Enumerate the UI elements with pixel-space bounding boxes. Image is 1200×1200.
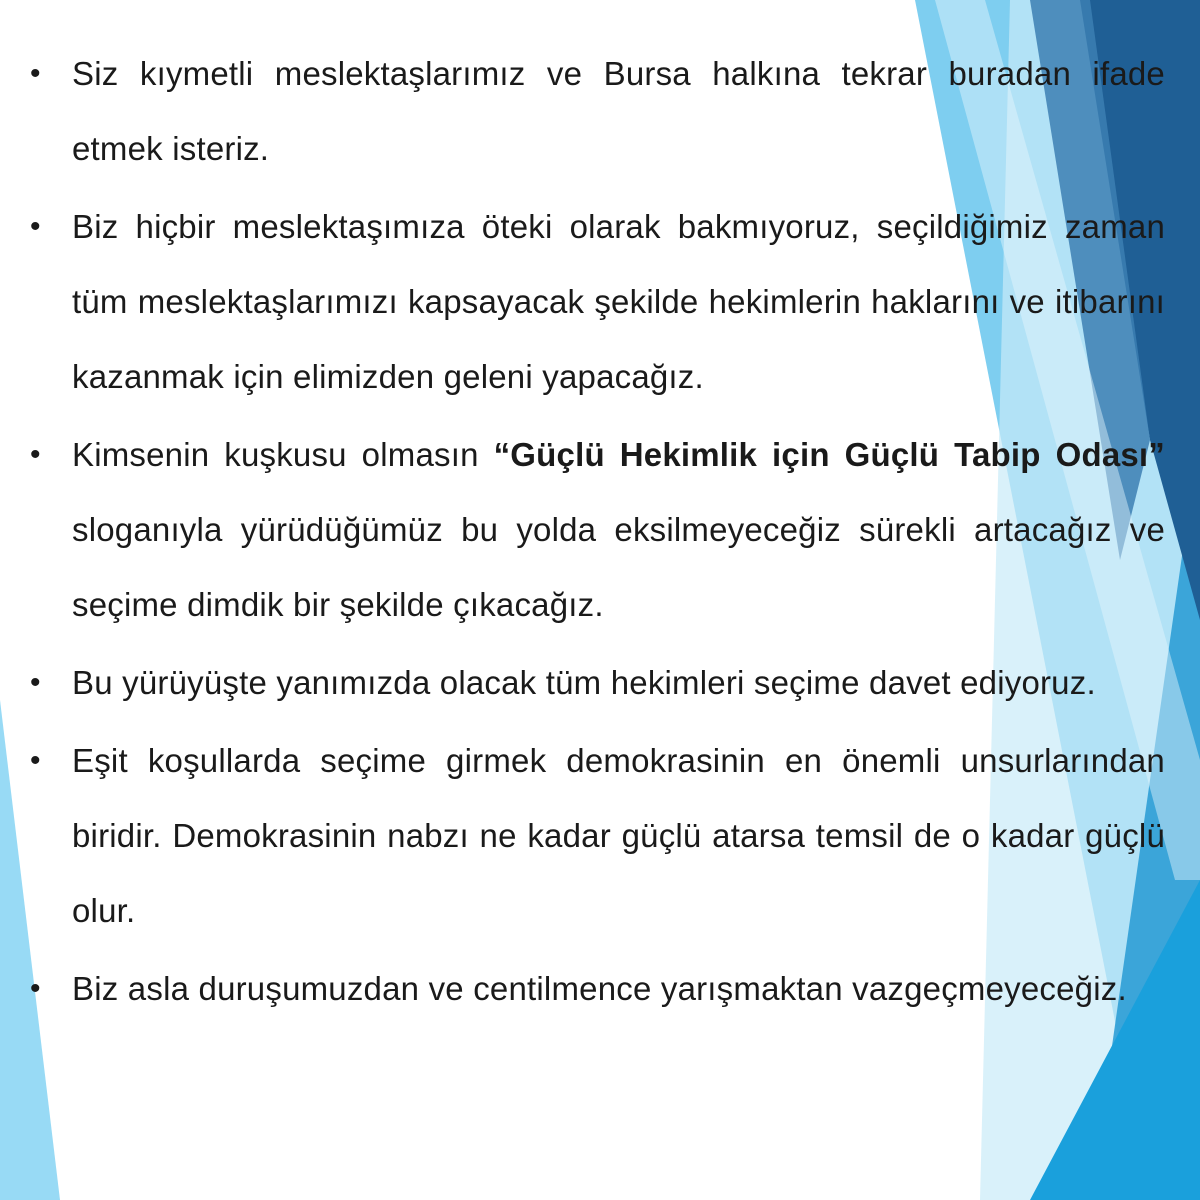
bullet-text: Biz asla duruşumuzdan ve centilmence yarışmaktan vazgeçmeyeceğiz. <box>72 970 1127 1007</box>
bullet-dot-icon: • <box>30 57 41 90</box>
bullet-dot-icon: • <box>30 666 41 699</box>
bullet-text: Siz kıymetli meslektaşlarımız ve Bursa halkına tekrar buradan ifade etmek isteriz. <box>72 55 1165 167</box>
bullet-list <box>0 36 1200 1029</box>
bullet-text: Eşit koşullarda seçime girmek demokrasinin en önemli unsurlarından biridir. Demokrasinin nabzı ne kadar güçlü atarsa temsil de o kadar güçlü olur. <box>72 742 1165 929</box>
list-item <box>0 417 1200 642</box>
list-item <box>0 189 1200 414</box>
slogan-bold: “Güçlü Hekimlik için Güçlü Tabip Odası” <box>493 436 1165 473</box>
list-item <box>0 645 1200 720</box>
bullet-dot-icon: • <box>30 210 41 243</box>
list-item <box>0 951 1200 1026</box>
bullet-text: Bu yürüyüşte yanımızda olacak tüm hekimleri seçime davet ediyoruz. <box>72 664 1096 701</box>
bullet-dot-icon: • <box>30 438 41 471</box>
bullet-text: Biz hiçbir meslektaşımıza öteki olarak bakmıyoruz, seçildiğimiz zaman tüm meslektaşlarımızı kapsayacak şekilde hekimlerin haklarını ve itibarını kazanmak için elimizden geleni yapacağız. <box>72 208 1165 395</box>
bullet-dot-icon: • <box>30 744 41 777</box>
bullet-text <box>72 417 1165 642</box>
bullet-text-before: Kimsenin kuşkusu olmasın <box>72 436 494 473</box>
list-item <box>0 723 1200 948</box>
bullet-dot-icon: • <box>30 972 41 1005</box>
bullet-text-after: sloganıyla yürüdüğümüz bu yolda eksilmeyeceğiz sürekli artacağız ve seçime dimdik bir şekilde çıkacağız. <box>72 511 1165 623</box>
list-item <box>0 36 1200 186</box>
